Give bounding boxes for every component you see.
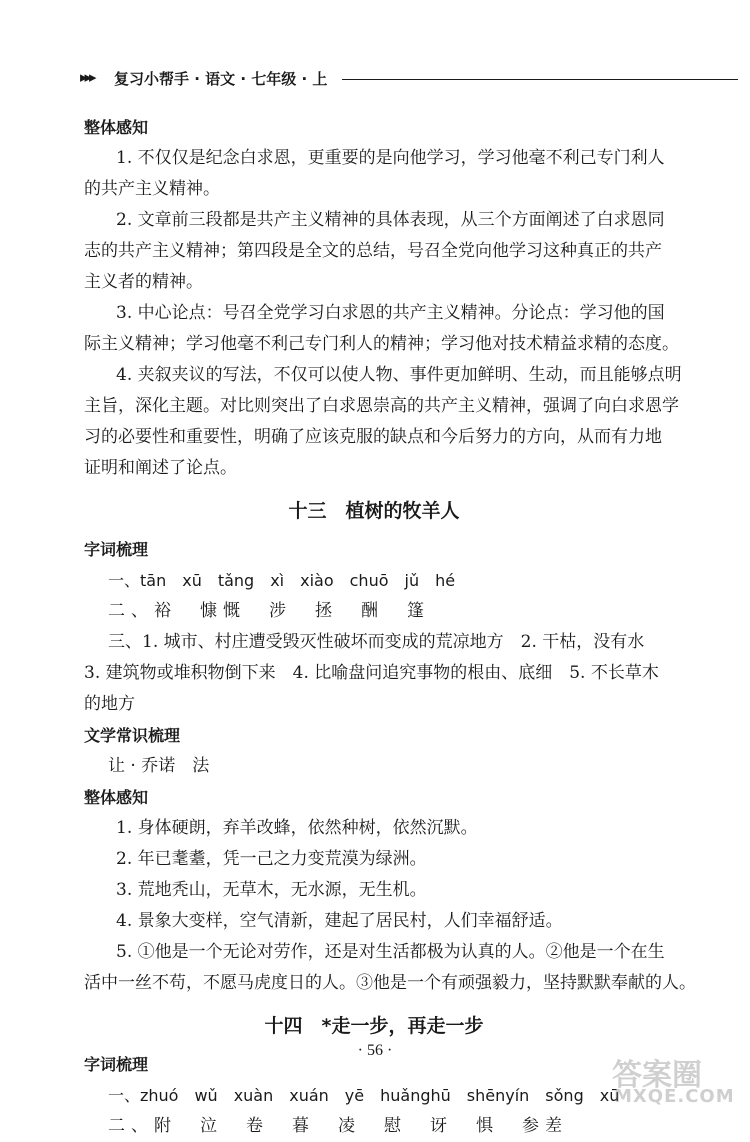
answer-line: 二、裕 慷慨 涉 拯 酬 篷 xyxy=(108,601,430,621)
answer-line: 2. 年已耄耋，凭一己之力变荒漠为绿洲。 xyxy=(116,849,427,869)
pinyin-line: 一、tān xū tǎng xì xiào chuō jǔ hé xyxy=(108,571,456,590)
paragraph-line: 际主义精神；学习他毫不利己专门利人的精神；学习他对技术精益求精的态度。 xyxy=(84,334,679,354)
section-heading: 文学常识梳理 xyxy=(84,726,181,745)
chapter-title: 十三 植树的牧羊人 xyxy=(288,500,460,522)
arrow-icon: ▸▸▸ xyxy=(80,68,94,86)
paragraph-line: 证明和阐述了论点。 xyxy=(84,458,237,478)
paragraph-line: 主义者的精神。 xyxy=(84,272,203,292)
page-number: · 56 · xyxy=(357,1042,393,1059)
paragraph-line: 2. 文章前三段都是共产主义精神的具体表现，从三个方面阐述了白求恩同 xyxy=(116,210,665,230)
paragraph-line: 1. 不仅仅是纪念白求恩，更重要的是向他学习，学习他毫不利己专门利人 xyxy=(116,148,665,168)
answer-line: 3. 荒地秃山，无草木，无水源，无生机。 xyxy=(116,880,427,900)
page-header xyxy=(80,68,660,90)
paragraph-line: 3. 中心论点：号召全党学习白求恩的共产主义精神。分论点：学习他的国 xyxy=(116,303,665,323)
answer-line: 5. ①他是一个无论对劳作，还是对生活都极为认真的人。②他是一个在生 xyxy=(116,942,665,962)
section-heading: 字词梳理 xyxy=(84,1055,149,1074)
pinyin-line: 一、zhuó wǔ xuàn xuán yē huǎnghū shēnyín sǒng xū xyxy=(108,1086,620,1105)
answer-line: 活中一丝不苟，不愿马虎度日的人。③他是一个有顽强毅力，坚持默默奉献的人。 xyxy=(84,973,696,993)
paragraph-line: 4. 夹叙夹议的写法，不仅可以使人物、事件更加鲜明、生动，而且能够点明 xyxy=(116,365,682,385)
answer-line: 让 · 乔诺 法 xyxy=(108,756,210,776)
answer-line: 3. 建筑物或堆积物倒下来 4. 比喻盘问追究事物的根由、底细 5. 不长草木 xyxy=(84,663,659,683)
answer-line: 二、附 泣 卷 暮 凌 慰 讶 惧 参差 xyxy=(108,1116,568,1136)
chapter-title: 十四 *走一步，再走一步 xyxy=(264,1015,484,1037)
answer-line: 三、1. 城市、村庄遭受毁灭性破坏而变成的荒凉地方 2. 干枯，没有水 xyxy=(108,632,645,652)
answer-line: 1. 身体硬朗，弃羊改蜂，依然种树，依然沉默。 xyxy=(116,818,478,838)
header-rule xyxy=(342,79,738,80)
paragraph-line: 主旨，深化主题。对比则突出了白求恩崇高的共产主义精神，强调了向白求恩学 xyxy=(84,396,679,416)
paragraph-line: 习的必要性和重要性，明确了应该克服的缺点和今后努力的方向，从而有力地 xyxy=(84,427,662,447)
section-heading: 整体感知 xyxy=(84,118,149,137)
watermark-logo xyxy=(612,1050,742,1107)
section-heading: 字词梳理 xyxy=(84,540,149,559)
section-heading: 整体感知 xyxy=(84,788,149,807)
header-title: 复习小帮手 · 语文 · 七年级 · 上 xyxy=(114,70,328,88)
paragraph-line: 志的共产主义精神；第四段是全文的总结，号召全党向他学习这种真正的共产 xyxy=(84,241,662,261)
paragraph-line: 的共产主义精神。 xyxy=(84,179,220,199)
watermark-text: 答案圈 xyxy=(612,1058,702,1093)
answer-line: 4. 景象大变样，空气清新，建起了居民村，人们幸福舒适。 xyxy=(116,911,563,931)
answer-line: 的地方 xyxy=(84,694,135,714)
watermark-url: MXQE.COM xyxy=(614,1086,735,1107)
